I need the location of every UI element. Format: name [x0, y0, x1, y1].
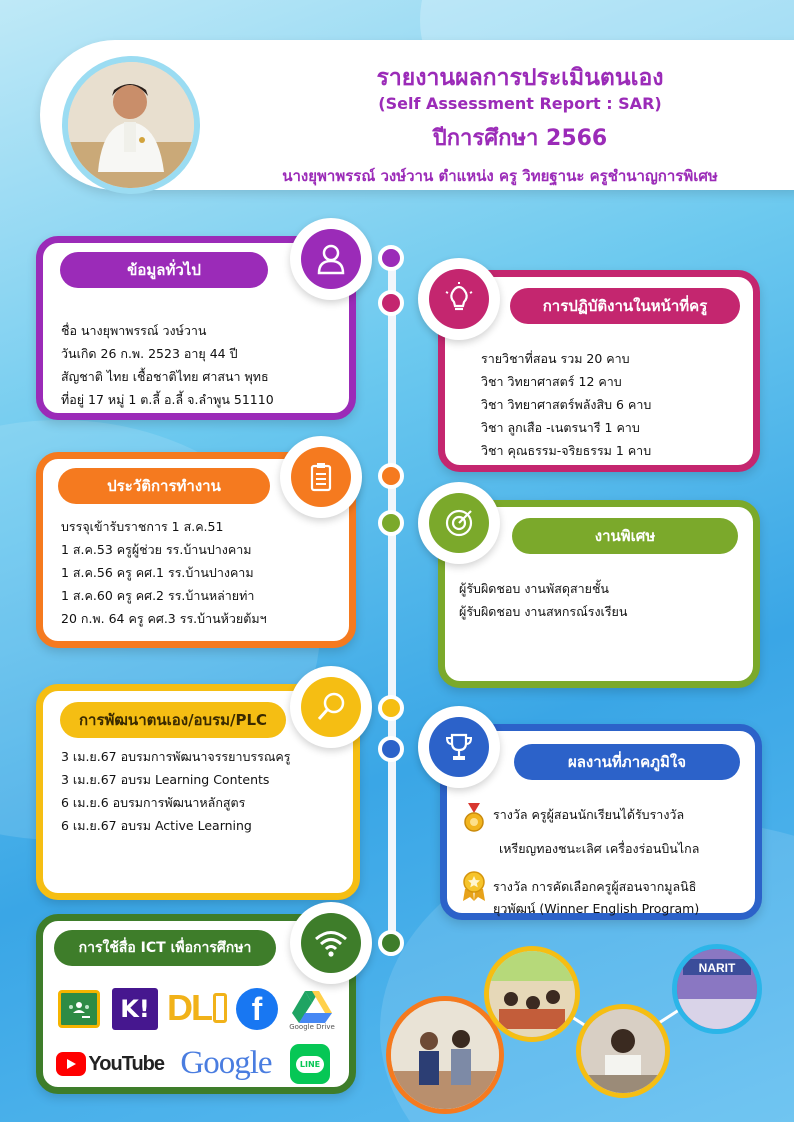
work-history-title: ประวัติการทำงาน — [58, 468, 270, 504]
teacher-duty-line: วิชา คุณธรรม-จริยธรรม 1 คาบ — [481, 443, 652, 458]
self-development-line: 6 เม.ย.67 อบรม Active Learning — [61, 818, 252, 833]
self-development-title: การพัฒนาตนเอง/อบรม/PLC — [60, 702, 286, 738]
gallery-photo-1 — [386, 996, 504, 1114]
facebook-logo: f — [236, 988, 278, 1030]
google-logo: Google — [180, 1044, 272, 1081]
gallery-banner-text: NARIT — [698, 961, 736, 975]
general-info-title: ข้อมูลทั่วไป — [60, 252, 268, 288]
work-history-line: 1 ส.ค.60 ครู คศ.2 รร.บ้านหล่ายท่า — [61, 588, 255, 603]
general-info-line: ที่อยู่ 17 หมู่ 1 ต.ลี้ อ.ลี้ จ.ลำพูน 51110 — [61, 392, 274, 407]
self-development-line: 3 เม.ย.67 อบรม Learning Contents — [61, 772, 270, 787]
self-development-line: 3 เม.ย.67 อบรมการพัฒนาจรรยาบรรณครู — [61, 749, 291, 764]
teacher-duty-title: การปฏิบัติงานในหน้าที่ครู — [510, 288, 740, 324]
kahoot-logo: K! — [112, 988, 158, 1030]
special-work-line: ผู้รับผิดชอบ งานสหกรณ์รงเรียน — [459, 604, 628, 619]
general-info-line: วันเกิด 26 ก.พ. 2523 อายุ 44 ปี — [61, 346, 238, 361]
gallery-photo-2 — [484, 946, 580, 1042]
award-1-line-2: เหรียญทองชนะเลิศ เครื่องร่อนบินไกล — [499, 841, 700, 856]
teacher-name-position: นางยุพาพรรณ์ วงษ์วาน ตำแหน่ง ครู วิทยฐานะ ครูชำนาญการพิเศษ — [282, 167, 718, 185]
line-logo-text: LINE — [296, 1056, 324, 1073]
award-2-line-2: ยุวพัฒน์ (Winner English Program) — [493, 901, 700, 916]
gallery-photo-3 — [576, 1004, 670, 1098]
special-work-title: งานพิเศษ — [512, 518, 738, 554]
work-history-line: 1 ส.ค.56 ครู คศ.1 รร.บ้านปางคาม — [61, 565, 254, 580]
google-drive-label: Google Drive — [289, 1023, 335, 1031]
academic-year: ปีการศึกษา 2566 — [432, 126, 608, 151]
self-development-line: 6 เม.ย.6 อบรมการพัฒนาหลักสูตร — [61, 795, 246, 810]
report-title: รายงานผลการประเมินตนเอง — [376, 65, 664, 91]
teacher-duty-line: วิชา วิทยาศาสตร์ 12 คาบ — [481, 374, 622, 389]
general-info-line: สัญชาติ ไทย เชื้อชาติไทย ศาสนา พุทธ — [61, 369, 269, 384]
work-history-line: 1 ส.ค.53 ครูผู้ช่วย รร.บ้านปางคาม — [61, 542, 252, 557]
gallery-photo-4 — [672, 944, 762, 1034]
teacher-duty-line: วิชา ลูกเสือ -เนตรนารี 1 คาบ — [481, 420, 640, 435]
ict-title: การใช้สื่อ ICT เพื่อการศึกษา — [54, 930, 276, 966]
dltv-logo-text: DL — [167, 987, 211, 1028]
award-1-line-1: รางวัล ครูผู้สอนนักเรียนได้รับรางวัล — [493, 807, 685, 822]
teacher-duty-line: วิชา วิทยาศาสตร์พลังสิบ 6 คาบ — [481, 397, 652, 412]
work-history-line: 20 ก.พ. 64 ครู คศ.3 รร.บ้านห้วยต้มฯ — [61, 611, 267, 626]
teacher-duty-line: รายวิชาที่สอน รวม 20 คาบ — [481, 351, 630, 366]
awards-title: ผลงานที่ภาคภูมิใจ — [514, 744, 740, 780]
work-history-line: บรรจุเข้ารับราชการ 1 ส.ค.51 — [61, 519, 224, 534]
award-2-line-1: รางวัล การคัดเลือกครูผู้สอนจากมูลนิธิ — [493, 879, 697, 894]
general-info-line: ชื่อ นางยุพาพรรณ์ วงษ์วาน — [61, 323, 207, 338]
report-subtitle: (Self Assessment Report : SAR) — [378, 94, 662, 113]
special-work-line: ผู้รับผิดชอบ งานพัสดุสายชั้น — [459, 581, 609, 596]
youtube-logo-text: YouTube — [88, 1052, 164, 1075]
